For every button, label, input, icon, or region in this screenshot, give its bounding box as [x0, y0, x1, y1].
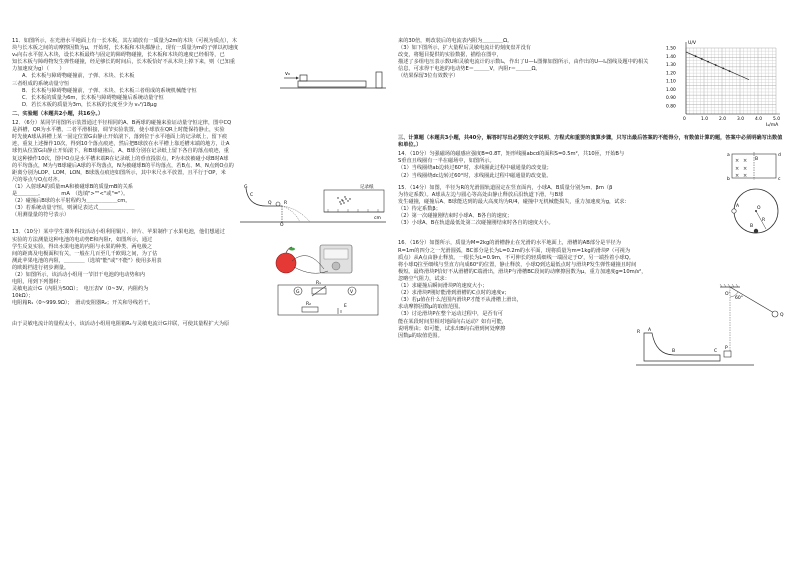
q12-sub-2: （2）碰撞后B球的水平射程约为＿＿＿＿＿＿cm。 [12, 198, 131, 205]
q13-line: 实验的方法测量这种电池的电动势E和内阻r，如图所示，通过 [12, 236, 153, 243]
right-column [398, 38, 784, 373]
label-r: R [284, 200, 288, 206]
q12-line: 迹，重复上述操作10次，得到10个落点痕迹，然后把B球放在水平槽上靠近槽末端的地方，让A [12, 141, 230, 148]
question-11 [12, 38, 388, 109]
q13-cont-line: 描述了多组电压表示数U和灵敏电流计的示数Iₐ，作出了U—Iₐ图像如图所示，由作出的U—Iₐ图线及题中的相关 [398, 59, 649, 66]
q13-line: 电阻，用到下列器材： [12, 279, 64, 286]
q13-line: 由于灵敏电流计的量程太小，该活动小组用电阻箱R₁与灵敏电流计G并联，可使其量程扩大为原 [12, 320, 230, 327]
q13-line: 电阻箱R₁（0~999.9Ω）； 滑动变阻器R₂；开关和导线若干。 [12, 300, 154, 307]
label-o-prime: O' [725, 292, 730, 298]
label-c: C [714, 349, 718, 355]
option-d: D．若长木板的质量为3m，长木板的长度至少为 v₀²/18μg [22, 101, 157, 108]
y-tick-label: 1.10 [666, 79, 676, 85]
q14-line: 14．（10分）匀强磁场的磁感应强度B=0.8T，矩形线圈abcd的面积S=0.5m²，共10匝，开始B与 [398, 151, 625, 158]
q12-line: 是斜槽，QR为水平槽，二者平滑相接，调节实验装置，使小球放在QR上时能保持静止，实验 [12, 127, 225, 134]
q13-line: 间的距离及电极面积有关，一般在几百至几千欧姆之间，为了估 [12, 250, 158, 257]
section-3-heading: 三、计算题（本题共3小题，共40分，解答时写出必要的文字说明、方程式和重要的演算步骤，只写出最后答案的不能得分，有数值计算的题，答案中必须明确写出数值和单位。） [398, 135, 783, 149]
label-b: b [727, 177, 730, 182]
label-q: Q [268, 200, 272, 206]
label-c: c [778, 177, 781, 182]
y-tick-label: 0.80 [666, 104, 676, 110]
x-tick-label: 0 [683, 117, 686, 122]
label-a: A [648, 328, 652, 334]
q12-line: 时先使A球从斜槽上某一固定位置G由静止开始滚下，落到位于水平地面上的记录纸上，留下痕 [12, 134, 228, 141]
y-tick-label: 1.30 [666, 63, 676, 69]
q15-line: 15．（14分）如图，半径为R的光滑圆轨道固定在竖直面内，小球A、B质量分别为m、βm（β [398, 184, 613, 191]
question-16 [398, 240, 784, 371]
label-d: d [778, 153, 781, 159]
q14-line: S垂直且线圈有一半在磁场中，如图所示。 [398, 158, 495, 165]
q13-figure [268, 237, 388, 319]
label-o: O [280, 222, 284, 226]
data-point [695, 55, 697, 57]
q13-line: 13．（10分）某中学生课外科技活动小组利用铜片、锌片、苹果制作了水果电池，他们想通过 [12, 229, 225, 236]
b-field-mark: × [743, 173, 748, 180]
q13-line: 的欧姆档进行初步测量。 [12, 264, 70, 271]
label-r1: R₁ [316, 280, 321, 286]
q16-line: R=1m的四分之一光滑圆弧，BC部分是长为L=0.2m的水平面，现将质量为m=1kg的滑块P（可视为 [398, 247, 631, 254]
q16-sub-3-cont: 求动摩擦因数μ的取值范围。 [398, 304, 464, 311]
y-tick-label: 1.20 [666, 71, 676, 77]
v0-label: v₀ [285, 71, 290, 78]
label-r: R [762, 217, 766, 223]
label-v: V [350, 289, 354, 295]
label-q: Q [780, 313, 784, 319]
section-2-heading: 二、实验题（本题共2小题，共16分。） [12, 110, 104, 117]
u-ia-graph-svg [664, 36, 784, 128]
q15-line: （3）小球A、B在轨道最低处第二次碰撞刚结束时各自的速度大小。 [398, 220, 554, 227]
q16-line: 16．（16分）如图所示，质量为M=2kg的滑槽静止在光滑的水平地面上，滑槽的AB部分是半径为 [398, 240, 621, 247]
label-r: R [637, 330, 641, 336]
label-p: P [725, 346, 728, 352]
q13-line: 10kΩ）； [12, 293, 34, 300]
b-field-mark: × [735, 166, 740, 173]
option-c: C．长木板的质量为6m，长木板与障碍物碰撞后系统动量守恒 [22, 94, 164, 101]
label-r2: R₂ [306, 301, 311, 307]
label-g: G [244, 184, 248, 190]
b-field-mark: × [743, 158, 748, 165]
q13-line: （2）如图所示，该活动小组用一节旧干电池的电动势和内 [12, 272, 145, 279]
q11-line: 知长木板与障碍物发生弹性碰撞，经足够长的时间后，长木板恰好不从木块上掉下来，则（已知重 [12, 59, 236, 66]
q15-line: 发生碰撞，碰撞后A、B球能达到的最大高度均为R/4，碰撞中无机械能损失，重力加速度为g，试求： [398, 199, 630, 206]
q16-sub-2: （2）求滑块P刚好能滑到滑槽的C点时的速度v； [398, 290, 510, 297]
label-b: B [672, 349, 676, 355]
q12-sub-3-cont: （用测量量的符号表示） [12, 212, 70, 219]
q14-line: （1）当线圈绕ab边转过60°时，求线圈此过程中磁通量的改变量； [398, 165, 552, 172]
q16-tail-line: 因数μ的取值范围。 [398, 332, 443, 339]
data-point [715, 64, 717, 66]
y-tick-label: 1.40 [666, 54, 676, 60]
q12-line: 距离分别为LOP、LOM、LON，B球落点痕迹如图所示，其中米尺水平放置，且平行于OP，米 [12, 169, 226, 176]
q15-line: 为待定系数）。A球从左边与圆心等高处由静止释放后沿轨道下滑，与B球 [398, 191, 564, 198]
label-a: a [727, 153, 730, 159]
question-15 [398, 185, 784, 239]
q15-line: （2）第一次碰撞刚结束时小球A、B各自的速度； [398, 213, 513, 220]
x-tick-label: 2.0 [719, 117, 726, 122]
x-tick-label: 1.0 [701, 117, 708, 122]
x-tick-label: 5.0 [773, 117, 780, 122]
label-a: A [736, 203, 740, 209]
q13-cont-line: 改变，将题目提供的实验数据，描绘在图中， [398, 52, 502, 59]
q16-line: 质点）从A点由静止释放。一根长为L=0.9m，不可伸长的轻质细线一端固定于O'，另一端拴着小球Q。 [398, 254, 634, 261]
q12-line: 的平均落点，M为与B球碰后A球的平均落点，N为被碰球B的平均落点，若B点、M、N点到O点的 [12, 162, 234, 169]
question-13 [12, 229, 388, 327]
q13-cont-line: （3）如下图所示，扩大量程后灵敏电流计的刻度盘并没有 [398, 45, 531, 52]
q12-line: 尺的零点与O点对齐。 [12, 176, 63, 183]
question-12 [12, 120, 388, 228]
q16-tail-line: 能在某段时间里相对地面向右运动？如有可能， [398, 318, 507, 325]
y-tick-label: 1.00 [666, 87, 676, 93]
label-b: B [750, 223, 754, 229]
b-field-mark: × [735, 158, 740, 165]
q11-line: 11．如图所示，在光滑水平地面上有一长木板，其左端放有一质量为2m的木块（可视为质点），木 [12, 38, 238, 44]
x-tick-label: 4.0 [755, 117, 762, 122]
q16-sub-3: （3）若μ值在什么范围内滑块P才能不从滑槽上滑出， [398, 297, 522, 304]
q11-line: v₀向右水平射入木块，设长木板最终与固定的障碍物碰撞，长木板和木块的速度已经相等，已 [12, 52, 225, 59]
q12-figure [238, 184, 388, 226]
option-a: A．长木板与障碍物碰撞前，子弹、木块、长木板 [22, 73, 135, 80]
label-o: O [757, 205, 761, 211]
q13-line: 测此苹果电池的内阻，＿＿＿＿（选填"能"或"不能"）使用多用表 [12, 257, 162, 264]
q12-line: 12．（6分）某同学用图所示装置通过半径相同的A、B两球的碰撞来验证动量守恒定律，图中CQ [12, 120, 232, 127]
option-b: B．长木板与障碍物碰撞前，子弹、木块、长木板三者组成的系统机械能守恒 [22, 87, 197, 94]
question-13-continued [398, 38, 784, 133]
q13-line: 学生反复实验，得出水果电池的内阻与水果的种类、两电极之 [12, 243, 153, 250]
q15-line: （1）待定系数β； [398, 206, 441, 213]
y-tick-label: 0.90 [666, 96, 676, 102]
q13-cont-line: 信息，可求得干电池的电动势E＝＿＿＿V，内阻r＝＿＿＿Ω。 [398, 66, 541, 73]
q13-cont-line: （结果保留3位有效数字） [398, 73, 459, 80]
q12-line: 复这种操作10次，图中O点是水平槽末端R在记录纸上的垂直投影点，P为未放被碰小球B时A球 [12, 155, 229, 162]
label-e: E [344, 303, 347, 309]
y-tick-label: 1.50 [666, 46, 676, 52]
y-axis-label: U/V [688, 41, 697, 46]
b-field-mark: × [735, 173, 740, 180]
q12-line: 球仍从位置G由静止开始滚下，和B球碰撞后，A、B球分别在记录纸上留下各自的落点痕迹，重 [12, 148, 229, 155]
q16-sub-1: （1）求碰撞后瞬间滑块P的速度大小； [398, 283, 488, 290]
q13-cont-line: 来的30倍，则改装后的电流表内阻为＿＿＿＿Ω。 [398, 38, 513, 44]
question-14 [398, 151, 784, 183]
q16-tail-line: （3）讨论滑块P在整个运动过程中，是否有可 [398, 311, 503, 318]
b-field-mark: × [743, 166, 748, 173]
data-point [729, 70, 731, 72]
data-point [707, 61, 709, 63]
q16-line: 将小球Q拉至细线与竖直方向成60°的位置，静止释放，小球Q到达最低点时与滑块P发生弹性碰撞且时间 [398, 261, 637, 268]
label-cm: cm [374, 215, 381, 221]
u-ia-graph [664, 36, 784, 131]
label-b-field: B [755, 157, 759, 163]
q16-line: 忽略空气阻力，试求： [398, 275, 450, 282]
q14-figure [724, 151, 784, 181]
q11-line: 块与长木板之间的动摩擦因数为μ，开始时，长木板和木块都静止，现有一质量为m的子弹以初速度 [12, 45, 239, 52]
data-point [722, 67, 724, 69]
q12-sub-3: （3）若系统动量守恒，则满足表达式＿＿＿＿＿＿＿ [12, 205, 135, 212]
q11-line: 力加速度为g）（ ） [12, 66, 65, 73]
option-a-cont: 三者组成的系统动量守恒 [12, 80, 70, 87]
label-g: G [296, 289, 300, 295]
data-point [701, 58, 703, 60]
label-record-paper: 记录纸 [360, 184, 374, 190]
q16-tail-line: 说明理由；如可能，试求出B向右滑到何处摩擦 [398, 325, 506, 332]
label-c: C [250, 192, 254, 198]
x-axis-label: Iₐ/mA [766, 123, 779, 128]
label-60-deg: 60° [735, 296, 743, 302]
x-tick-label: 3.0 [737, 117, 744, 122]
q11-figure [278, 66, 388, 92]
left-column [12, 38, 388, 329]
q13-line: 灵敏电流计G（内阻为50Ω）； 电压表V（0~3V，内阻约为 [12, 286, 149, 293]
q15-figure [728, 185, 784, 237]
q14-line: （2）当线圈绕dc边转过60°时，求线圈此过程中磁通量的改变量。 [398, 172, 552, 179]
q12-sub-1: （1）入射球A的质量mA和被碰球B的质量mB的关系 [12, 183, 133, 190]
q12-sub-1-cont: 是＿＿＿＿。 mA （选填">""<"或"="）。 [12, 190, 129, 197]
q16-figure [634, 283, 784, 369]
q16-line: 极短。最终滑块P恰好不从滑槽的C端滑出，滑块P与滑槽BC段间的动摩擦因数为μ，重力加速度g=10m/s²， [398, 268, 647, 275]
